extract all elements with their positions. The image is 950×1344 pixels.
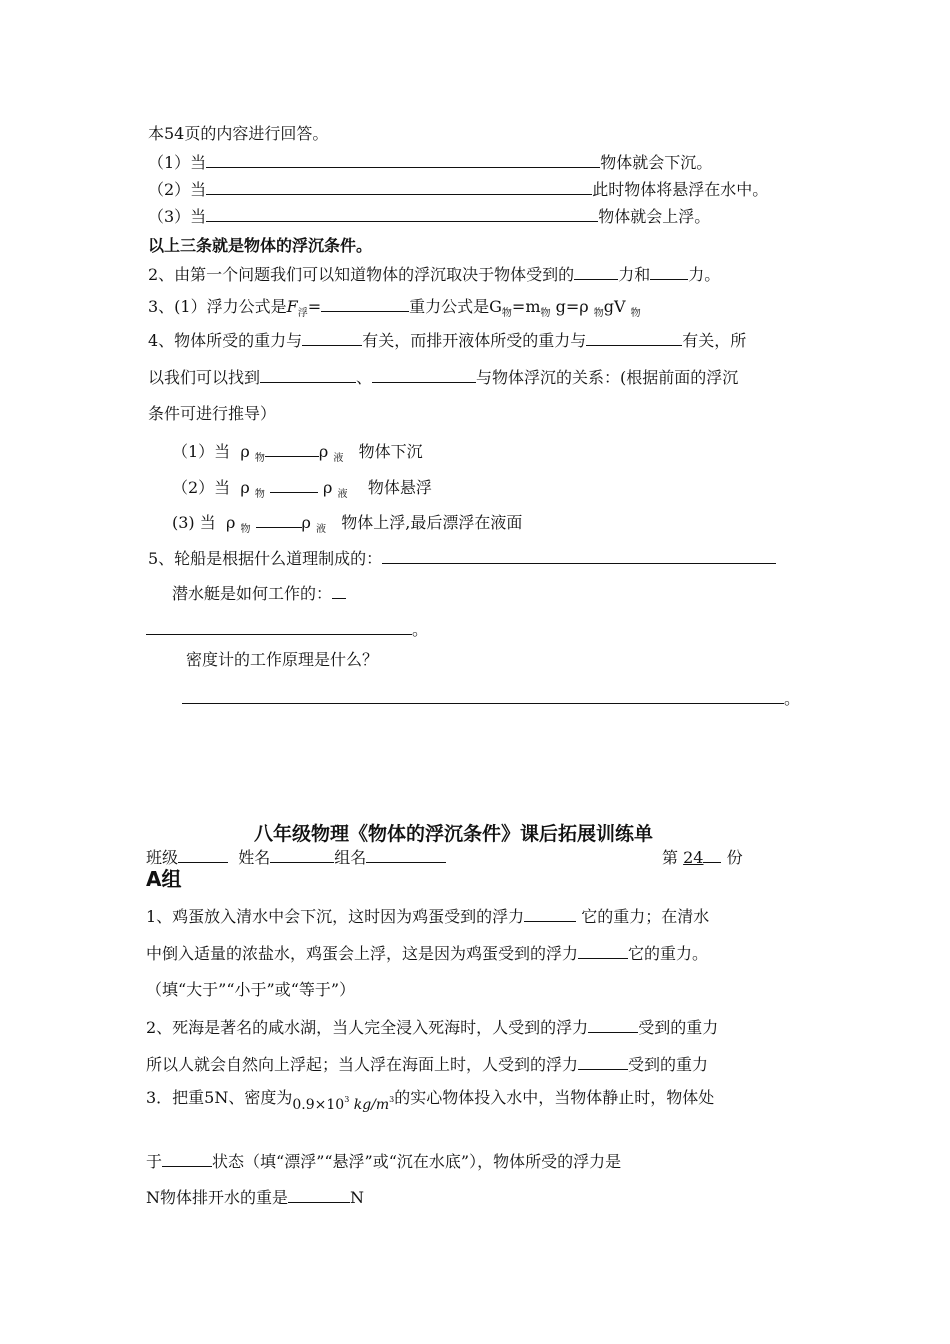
blank-a1-2[interactable] bbox=[578, 943, 628, 959]
period: 。 bbox=[412, 620, 429, 639]
condition-line-3 bbox=[148, 206, 710, 227]
density-exponent: 3 bbox=[344, 1095, 350, 1104]
q3-text-c: =m bbox=[511, 297, 541, 316]
blank-a2-1[interactable] bbox=[588, 1017, 638, 1033]
blank-a3-1[interactable] bbox=[162, 1151, 212, 1167]
name-label: 姓名 bbox=[238, 848, 271, 867]
relation-1 bbox=[172, 441, 423, 465]
blank-hydrometer[interactable] bbox=[182, 688, 784, 704]
q3-F-symbol: F bbox=[286, 297, 298, 316]
a1-text-d: 它的重力。 bbox=[628, 944, 709, 963]
blank-r1[interactable] bbox=[265, 441, 319, 457]
r3-prefix: (3) 当 bbox=[172, 513, 216, 532]
name-field[interactable] bbox=[270, 847, 334, 863]
a1-text-b: 它的重力；在清水 bbox=[581, 907, 710, 926]
a3-line-2 bbox=[146, 1151, 621, 1172]
q3-text-d: g=ρ bbox=[555, 297, 589, 316]
a3-text-d: 状态（填“漂浮”“悬浮”或“沉在水底”），物体所受的浮力是 bbox=[212, 1152, 622, 1171]
a2-text-d: 受到的重力 bbox=[628, 1055, 709, 1074]
relation-3 bbox=[172, 512, 522, 536]
sub-ye: 液 bbox=[337, 489, 348, 500]
blank-c1[interactable] bbox=[206, 152, 600, 168]
a3-text-e: N物体排开水的重是 bbox=[146, 1188, 289, 1207]
density-value bbox=[292, 1097, 394, 1113]
c3-suffix: 物体就会上浮。 bbox=[598, 207, 711, 226]
r2-prefix: （2）当 bbox=[172, 478, 231, 497]
blank-q4-3[interactable] bbox=[260, 367, 356, 383]
rho-symbol: ρ bbox=[323, 478, 333, 497]
rho-symbol: ρ bbox=[318, 442, 329, 461]
hydrometer-answer-line bbox=[182, 688, 800, 709]
q5-text: 5、轮船是根据什么道理制成的： bbox=[148, 549, 383, 568]
hydrometer-question: 密度计的工作原理是什么？ bbox=[186, 650, 379, 669]
a3-text-a: 3．把重5N、密度为 bbox=[146, 1088, 293, 1107]
blank-q4-1[interactable] bbox=[302, 330, 362, 346]
q3-sub-4: 物 bbox=[630, 308, 641, 319]
q3-text-a: 3、(1）浮力公式是 bbox=[148, 297, 287, 316]
q3-fu-sub: 浮 bbox=[297, 308, 308, 319]
intro-line: 本54页的内容进行回答。 bbox=[148, 124, 329, 143]
q4-text-d: 以我们可以找到 bbox=[148, 368, 261, 387]
a1-text-c: 中倒入适量的浓盐水，鸡蛋会上浮，这是因为鸡蛋受到的浮力 bbox=[146, 944, 579, 963]
question-2 bbox=[148, 264, 720, 285]
rho-symbol: ρ bbox=[240, 442, 250, 461]
rho-symbol: ρ bbox=[225, 513, 236, 532]
c2-suffix: 此时物体将悬浮在水中。 bbox=[592, 180, 769, 199]
copy-suffix: 份 bbox=[726, 848, 743, 867]
blank-q3[interactable] bbox=[321, 296, 409, 312]
r1-suffix: 物体下沉 bbox=[358, 442, 423, 461]
a3-line-1 bbox=[146, 1088, 714, 1111]
a3-text-c: 于 bbox=[146, 1152, 163, 1171]
a2-line-2 bbox=[146, 1054, 708, 1075]
submarine-text: 潜水艇是如何工作的： bbox=[172, 584, 333, 603]
question-4-line-1 bbox=[148, 330, 746, 351]
q3-sub-2: 物 bbox=[540, 308, 551, 319]
density-unit-exponent: 3 bbox=[389, 1095, 395, 1104]
submarine-answer-line bbox=[146, 619, 428, 640]
blank-a3-2[interactable] bbox=[288, 1187, 350, 1203]
copy-underline bbox=[703, 847, 721, 863]
copy-number-value: 24 bbox=[683, 848, 704, 867]
q2-text-b: 力和 bbox=[618, 265, 651, 284]
copy-prefix: 第 bbox=[662, 848, 679, 867]
condition-line-2 bbox=[148, 179, 768, 200]
blank-a2-2[interactable] bbox=[578, 1054, 628, 1070]
q3-sub-3: 物 bbox=[593, 308, 604, 319]
r3-suffix: 物体上浮,最后漂浮在液面 bbox=[341, 513, 523, 532]
sub-ye: 液 bbox=[333, 453, 344, 464]
r1-prefix: （1）当 bbox=[172, 442, 231, 461]
sub-wu: 物 bbox=[254, 489, 265, 500]
blank-c2[interactable] bbox=[206, 179, 592, 195]
blank-q4-2[interactable] bbox=[586, 330, 682, 346]
blank-r2[interactable] bbox=[270, 477, 318, 493]
a3-text-b: 的实心物体投入水中，当物体静止时，物体处 bbox=[394, 1088, 715, 1107]
q2-text-c: 力。 bbox=[688, 265, 721, 284]
a2-line-1 bbox=[146, 1017, 718, 1038]
q3-eq: = bbox=[307, 297, 322, 316]
rho-symbol: ρ bbox=[240, 478, 250, 497]
blank-q2-2[interactable] bbox=[650, 264, 688, 280]
q4-text-a: 4、物体所受的重力与 bbox=[148, 331, 303, 350]
blank-q2-1[interactable] bbox=[574, 264, 618, 280]
q3-text-e: gV bbox=[603, 297, 626, 316]
submarine-question bbox=[172, 583, 346, 604]
blank-submarine[interactable] bbox=[146, 619, 412, 635]
blank-c3[interactable] bbox=[206, 206, 598, 222]
period: 。 bbox=[784, 689, 801, 708]
a1-line-2 bbox=[146, 943, 708, 964]
summary-line: 以上三条就是物体的浮沉条件。 bbox=[148, 236, 373, 255]
a2-text-a: 2、死海是著名的咸水湖，当人完全浸入死海时，人受到的浮力 bbox=[146, 1018, 589, 1037]
r2-suffix: 物体悬浮 bbox=[367, 478, 432, 497]
c3-prefix: （3）当 bbox=[148, 207, 207, 226]
q4-text-f: 与物体浮沉的关系：(根据前面的浮沉 bbox=[476, 368, 739, 387]
a1-line-1 bbox=[146, 906, 709, 927]
question-4-line-3: 条件可进行推导） bbox=[148, 404, 277, 423]
sub-wu: 物 bbox=[240, 524, 251, 535]
a1-line-3: （填“大于”“小于”或“等于”） bbox=[146, 980, 356, 999]
rho-symbol: ρ bbox=[301, 513, 311, 532]
group-label: 组名 bbox=[334, 848, 367, 867]
class-field[interactable] bbox=[178, 847, 228, 863]
copy-number bbox=[662, 847, 743, 868]
relation-2 bbox=[172, 477, 432, 501]
c1-suffix: 物体就会下沉。 bbox=[600, 153, 713, 172]
c2-prefix: （2）当 bbox=[148, 180, 207, 199]
condition-line-1 bbox=[148, 152, 712, 173]
sub-wu: 物 bbox=[254, 453, 265, 464]
class-label: 班级 bbox=[146, 848, 179, 867]
a2-text-c: 所以人就会自然向上浮起；当人浮在海面上时，人受到的浮力 bbox=[146, 1055, 579, 1074]
blank-a1-1[interactable] bbox=[524, 906, 576, 922]
group-a-heading: A组 bbox=[146, 867, 182, 891]
q3-text-b: 重力公式是G bbox=[409, 297, 502, 316]
question-5 bbox=[148, 548, 776, 569]
blank-q4-4[interactable] bbox=[372, 367, 476, 383]
density-unit: kg/m bbox=[353, 1097, 390, 1113]
q4-text-c: 有关，所 bbox=[682, 331, 747, 350]
q4-text-e: 、 bbox=[356, 368, 373, 387]
blank-r3[interactable] bbox=[256, 512, 302, 528]
blank-q5[interactable] bbox=[382, 548, 776, 564]
a2-text-b: 受到的重力 bbox=[638, 1018, 719, 1037]
c1-prefix: （1）当 bbox=[148, 153, 207, 172]
student-info-line bbox=[146, 847, 446, 868]
density-number: 0.9×10 bbox=[292, 1097, 345, 1113]
a3-text-f: N bbox=[350, 1188, 365, 1207]
a1-text-a: 1、鸡蛋放入清水中会下沉，这时因为鸡蛋受到的浮力 bbox=[146, 907, 525, 926]
question-4-line-2 bbox=[148, 367, 738, 388]
question-3 bbox=[148, 296, 641, 320]
blank-submarine-short[interactable] bbox=[332, 583, 346, 599]
q2-text-a: 2、由第一个问题我们可以知道物体的浮沉取决于物体受到的 bbox=[148, 265, 575, 284]
a3-line-3 bbox=[146, 1187, 364, 1208]
group-field[interactable] bbox=[366, 847, 446, 863]
q4-text-b: 有关，而排开液体所受的重力与 bbox=[362, 331, 587, 350]
q3-sub-1: 物 bbox=[501, 308, 512, 319]
sheet-title: 八年级物理《物体的浮沉条件》课后拓展训练单 bbox=[254, 823, 654, 845]
sub-ye: 液 bbox=[316, 524, 327, 535]
